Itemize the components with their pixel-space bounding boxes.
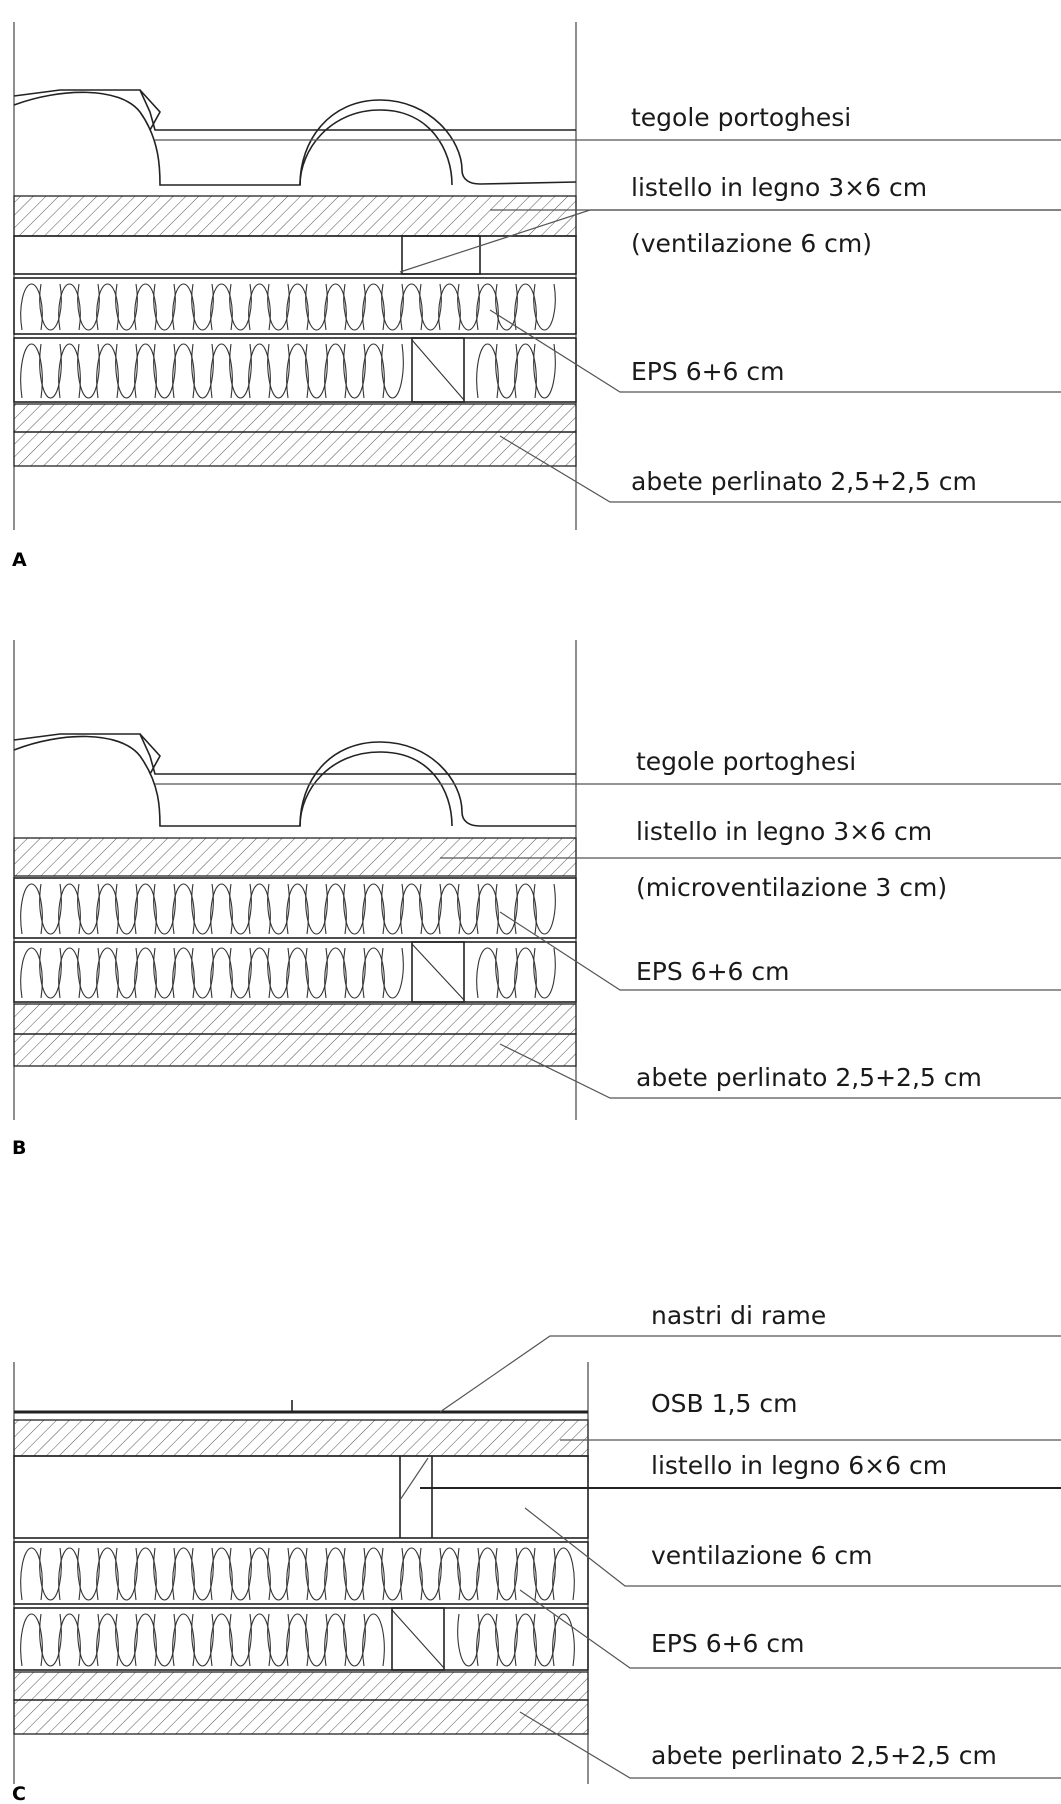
insulation-loop	[116, 1614, 138, 1666]
insulation-loop	[40, 344, 62, 398]
insulation-loop	[344, 1548, 366, 1600]
insulation-loop	[173, 884, 195, 934]
insulation-loop	[515, 284, 537, 330]
insulation-loop	[515, 344, 537, 398]
insulation-loop	[439, 884, 461, 934]
label-osb-c: OSB 1,5 cm	[651, 1389, 798, 1418]
insulation-loop	[230, 948, 252, 998]
insulation-loop	[97, 884, 119, 934]
insulation-loop	[496, 344, 518, 398]
insulation-loop	[21, 884, 43, 934]
insulation-loop	[363, 284, 385, 330]
insulation-loop	[458, 1548, 480, 1600]
insulation-loop	[268, 948, 290, 998]
insulation-loop	[249, 1548, 271, 1600]
insulation-loop	[40, 948, 62, 998]
insulation-loop	[534, 1614, 556, 1666]
insulation-loop	[496, 1548, 518, 1600]
label-abete-a: abete perlinato 2,5+2,5 cm	[631, 467, 977, 496]
insulation-loop	[306, 1614, 328, 1666]
insulation-loop	[306, 284, 328, 330]
section-c-board-2	[14, 1700, 588, 1734]
insulation-loop	[325, 1548, 347, 1600]
insulation-loop	[363, 884, 385, 934]
insulation-loop	[21, 344, 43, 398]
insulation-loop	[135, 948, 157, 998]
insulation-loop	[477, 1614, 499, 1666]
insulation-loop	[97, 1614, 119, 1666]
label-eps-a: EPS 6+6 cm	[631, 357, 785, 386]
insulation-loop	[78, 344, 100, 398]
insulation-loop	[173, 1614, 195, 1666]
insulation-loop	[306, 344, 328, 398]
label-listello-a: listello in legno 3×6 cm	[631, 173, 928, 202]
insulation-loop	[268, 884, 290, 934]
insulation-loop	[78, 948, 100, 998]
insulation-loop	[363, 1614, 385, 1666]
insulation-loop	[230, 284, 252, 330]
insulation-loop	[458, 1614, 480, 1666]
insulation-loop	[439, 1548, 461, 1600]
section-b-tiles	[14, 734, 576, 826]
section-a-board-1	[14, 404, 576, 432]
insulation-loop	[211, 948, 233, 998]
insulation-loop	[230, 1614, 252, 1666]
insulation-loop	[135, 284, 157, 330]
insulation-loop	[173, 344, 195, 398]
insulation-loop	[458, 284, 480, 330]
insulation-loop	[363, 948, 385, 998]
insulation-loop	[211, 344, 233, 398]
section-a-tiles	[14, 90, 576, 185]
insulation-loop	[534, 948, 556, 998]
insulation-loop	[534, 1548, 556, 1600]
insulation-loop	[401, 884, 423, 934]
insulation-loop	[325, 344, 347, 398]
insulation-loop	[382, 344, 404, 398]
insulation-loop	[249, 344, 271, 398]
insulation-loop	[325, 284, 347, 330]
insulation-loop	[477, 948, 499, 998]
insulation-loop	[249, 284, 271, 330]
insulation-loop	[249, 884, 271, 934]
insulation-loop	[116, 884, 138, 934]
insulation-loop	[192, 948, 214, 998]
insulation-loop	[344, 344, 366, 398]
insulation-loop	[363, 344, 385, 398]
insulation-loop	[325, 948, 347, 998]
insulation-loop	[192, 884, 214, 934]
insulation-loop	[268, 1614, 290, 1666]
label-ventilazione-c: ventilazione 6 cm	[651, 1541, 873, 1570]
insulation-loop	[268, 344, 290, 398]
insulation-loop	[135, 884, 157, 934]
section-c-board-1	[14, 1672, 588, 1700]
insulation-loop	[59, 948, 81, 998]
insulation-loop	[496, 284, 518, 330]
insulation-loop	[439, 284, 461, 330]
label-eps-c: EPS 6+6 cm	[651, 1629, 805, 1658]
insulation-loop	[287, 284, 309, 330]
insulation-loop	[268, 284, 290, 330]
insulation-loop	[21, 1548, 43, 1600]
insulation-loop	[363, 1548, 385, 1600]
insulation-loop	[230, 884, 252, 934]
insulation-loop	[420, 284, 442, 330]
insulation-loop	[344, 948, 366, 998]
section-a	[12, 22, 1061, 571]
insulation-loop	[135, 1548, 157, 1600]
insulation-loop	[154, 1548, 176, 1600]
label-tegole-b: tegole portoghesi	[636, 747, 857, 776]
insulation-loop	[230, 1548, 252, 1600]
insulation-loop	[21, 284, 43, 330]
insulation-loop	[553, 1548, 575, 1600]
section-c	[12, 1301, 1061, 1804]
insulation-loop	[477, 344, 499, 398]
insulation-loop	[40, 284, 62, 330]
insulation-loop	[154, 1614, 176, 1666]
insulation-loop	[173, 284, 195, 330]
section-c-ventilation-gap	[14, 1456, 588, 1538]
insulation-loop	[135, 344, 157, 398]
insulation-loop	[306, 948, 328, 998]
insulation-loop	[59, 884, 81, 934]
insulation-loop	[344, 884, 366, 934]
insulation-loop	[59, 1548, 81, 1600]
section-c-osb-layer	[14, 1420, 588, 1456]
insulation-loop	[59, 1614, 81, 1666]
insulation-loop	[59, 284, 81, 330]
insulation-loop	[97, 344, 119, 398]
section-b-board-1	[14, 1004, 576, 1034]
insulation-loop	[97, 948, 119, 998]
insulation-loop	[534, 284, 556, 330]
label-abete-c: abete perlinato 2,5+2,5 cm	[651, 1741, 997, 1770]
label-tegole-a: tegole portoghesi	[631, 103, 852, 132]
insulation-loop	[116, 1548, 138, 1600]
insulation-loop	[382, 948, 404, 998]
insulation-loop	[382, 884, 404, 934]
insulation-loop	[458, 884, 480, 934]
insulation-loop	[192, 284, 214, 330]
insulation-loop	[496, 884, 518, 934]
insulation-loop	[306, 1548, 328, 1600]
insulation-loop	[287, 1614, 309, 1666]
label-eps-b: EPS 6+6 cm	[636, 957, 790, 986]
section-a-batten-layer	[14, 196, 576, 236]
section-b-board-2	[14, 1034, 576, 1066]
insulation-loop	[287, 1548, 309, 1600]
section-b	[12, 640, 1061, 1159]
insulation-loop	[344, 284, 366, 330]
insulation-loop	[515, 1548, 537, 1600]
insulation-loop	[40, 884, 62, 934]
insulation-loop	[477, 884, 499, 934]
insulation-loop	[420, 1548, 442, 1600]
insulation-loop	[116, 344, 138, 398]
label-listello-c: listello in legno 6×6 cm	[651, 1451, 948, 1480]
insulation-loop	[382, 284, 404, 330]
insulation-loop	[135, 1614, 157, 1666]
insulation-loop	[287, 948, 309, 998]
insulation-loop	[211, 284, 233, 330]
insulation-loop	[78, 284, 100, 330]
insulation-loop	[325, 1614, 347, 1666]
insulation-loop	[40, 1614, 62, 1666]
insulation-loop	[268, 1548, 290, 1600]
insulation-loop	[534, 344, 556, 398]
insulation-loop	[21, 948, 43, 998]
insulation-loop	[173, 1548, 195, 1600]
insulation-loop	[154, 344, 176, 398]
insulation-loop	[325, 884, 347, 934]
insulation-loop	[211, 884, 233, 934]
label-microventilazione-b: (microventilazione 3 cm)	[636, 873, 948, 902]
label-ventilazione-a: (ventilazione 6 cm)	[631, 229, 873, 258]
insulation-loop	[78, 884, 100, 934]
insulation-loop	[59, 344, 81, 398]
label-abete-b: abete perlinato 2,5+2,5 cm	[636, 1063, 982, 1092]
insulation-loop	[420, 884, 442, 934]
section-c-eps-1	[14, 1542, 588, 1604]
insulation-loop	[496, 1614, 518, 1666]
section-b-batten-layer	[14, 838, 576, 876]
insulation-loop	[401, 1548, 423, 1600]
insulation-loop	[249, 1614, 271, 1666]
insulation-loop	[211, 1614, 233, 1666]
section-a-batten	[402, 236, 480, 274]
insulation-loop	[287, 884, 309, 934]
panel-letter-a: A	[12, 549, 27, 571]
insulation-loop	[192, 344, 214, 398]
insulation-loop	[192, 1614, 214, 1666]
label-listello-b: listello in legno 3×6 cm	[636, 817, 933, 846]
insulation-loop	[287, 344, 309, 398]
insulation-loop	[477, 284, 499, 330]
insulation-loop	[477, 1548, 499, 1600]
panel-letter-b: B	[12, 1137, 27, 1159]
insulation-loop	[534, 884, 556, 934]
panel-letter-c: C	[12, 1783, 26, 1804]
insulation-loop	[21, 1614, 43, 1666]
insulation-loop	[78, 1548, 100, 1600]
insulation-loop	[154, 948, 176, 998]
insulation-loop	[173, 948, 195, 998]
insulation-loop	[515, 884, 537, 934]
insulation-loop	[496, 948, 518, 998]
insulation-loop	[230, 344, 252, 398]
insulation-loop	[515, 948, 537, 998]
section-a-board-2	[14, 432, 576, 466]
insulation-loop	[97, 1548, 119, 1600]
insulation-loop	[78, 1614, 100, 1666]
insulation-loop	[515, 1614, 537, 1666]
insulation-loop	[382, 1548, 404, 1600]
section-c-eps-2	[14, 1608, 588, 1670]
insulation-loop	[116, 284, 138, 330]
insulation-loop	[97, 284, 119, 330]
insulation-loop	[40, 1548, 62, 1600]
insulation-loop	[344, 1614, 366, 1666]
insulation-loop	[154, 284, 176, 330]
insulation-loop	[211, 1548, 233, 1600]
insulation-loop	[116, 948, 138, 998]
insulation-loop	[553, 1614, 575, 1666]
insulation-loop	[249, 948, 271, 998]
insulation-loop	[401, 284, 423, 330]
label-nastri-c: nastri di rame	[651, 1301, 827, 1330]
insulation-loop	[154, 884, 176, 934]
insulation-loop	[192, 1548, 214, 1600]
insulation-loop	[306, 884, 328, 934]
